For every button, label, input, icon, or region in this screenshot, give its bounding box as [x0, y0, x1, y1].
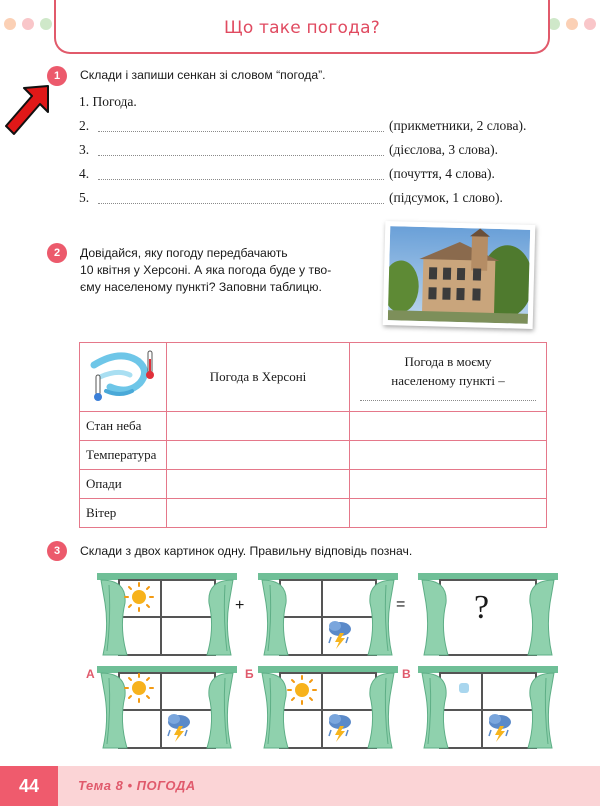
line-number: 3.	[79, 142, 90, 157]
window-storm-picture	[258, 573, 398, 659]
answer-cell[interactable]	[167, 470, 350, 499]
row-label: Опади	[80, 470, 167, 499]
task2-instruction-line1: Довідайся, яку погоду передбачають	[80, 246, 288, 260]
answer-cell[interactable]	[167, 441, 350, 470]
kherson-building-photo	[383, 221, 536, 329]
senkan-line-4	[79, 166, 89, 182]
task3-instruction: Склади з двох картинок одну. Правильну відповідь познач.	[80, 544, 413, 558]
header-kherson: Погода в Херсоні	[167, 343, 350, 412]
answer-line[interactable]	[98, 155, 384, 156]
answer-cell[interactable]	[350, 499, 547, 528]
task-number-badge: 3	[47, 541, 67, 561]
answer-cell[interactable]	[350, 441, 547, 470]
line-hint: (почуття, 4 слова).	[389, 166, 495, 181]
answer-cell[interactable]	[350, 470, 547, 499]
line-number: 4.	[79, 166, 90, 181]
answer-line[interactable]	[98, 131, 384, 132]
page-number: 44	[0, 766, 58, 806]
answer-cell[interactable]	[350, 412, 547, 441]
task-number-badge: 1	[47, 66, 67, 86]
plus-sign: +	[235, 597, 245, 614]
task-number-badge: 2	[47, 243, 67, 263]
equals-sign: =	[396, 596, 406, 613]
question-mark: ?	[474, 589, 490, 626]
header-my-town	[350, 343, 547, 412]
line-number: 5.	[79, 190, 90, 205]
page-title: Що таке погода?	[224, 18, 380, 38]
window-sun-picture	[97, 573, 237, 659]
footer-theme: Тема 8 • ПОГОДА	[78, 778, 196, 793]
wind-thermometer-icon	[80, 343, 166, 407]
row-label: Стан неба	[80, 412, 167, 441]
task2-instruction-line3: єму населеному пункті? Заповни таблицю.	[80, 280, 322, 294]
header-my-town-line1: Погода в моєму	[404, 353, 492, 369]
answer-cell[interactable]	[167, 412, 350, 441]
line-hint: (дієслова, 3 слова).	[389, 142, 498, 157]
decorative-dots-left	[0, 18, 54, 32]
row-label: Температура	[80, 441, 167, 470]
option-label-v[interactable]: В	[402, 667, 411, 681]
title-banner	[54, 0, 550, 54]
weather-icon-cell	[80, 343, 167, 412]
town-answer-line[interactable]	[360, 396, 536, 401]
senkan-line-5	[79, 190, 89, 206]
senkan-line-3	[79, 142, 89, 158]
header-my-town-line2: населеному пункті –	[391, 372, 505, 388]
option-label-b[interactable]: Б	[245, 667, 254, 681]
line-number: 2.	[79, 118, 90, 133]
answer-line[interactable]	[98, 203, 384, 204]
senkan-line-1	[79, 94, 137, 110]
task1-instruction: Склади і запиши сенкан зі словом “погода”.	[80, 68, 326, 82]
line-number: 1.	[79, 94, 90, 109]
option-a-window[interactable]	[97, 666, 237, 752]
pointer-arrow-icon	[2, 84, 58, 140]
line-text: Погода.	[92, 94, 137, 109]
option-v-window[interactable]	[418, 666, 558, 752]
line-hint: (прикметники, 2 слова).	[389, 118, 527, 133]
task2-instruction-line2: 10 квітня у Херсоні. А яка погода буде у тво-	[80, 263, 332, 277]
row-label: Вітер	[80, 499, 167, 528]
senkan-line-2	[79, 118, 89, 134]
line-hint: (підсумок, 1 слово).	[389, 190, 503, 205]
option-label-a[interactable]: А	[86, 667, 95, 681]
decorative-dots-right	[546, 18, 600, 32]
weather-table	[79, 342, 547, 528]
answer-line[interactable]	[98, 179, 384, 180]
answer-cell[interactable]	[167, 499, 350, 528]
option-b-window[interactable]	[258, 666, 398, 752]
